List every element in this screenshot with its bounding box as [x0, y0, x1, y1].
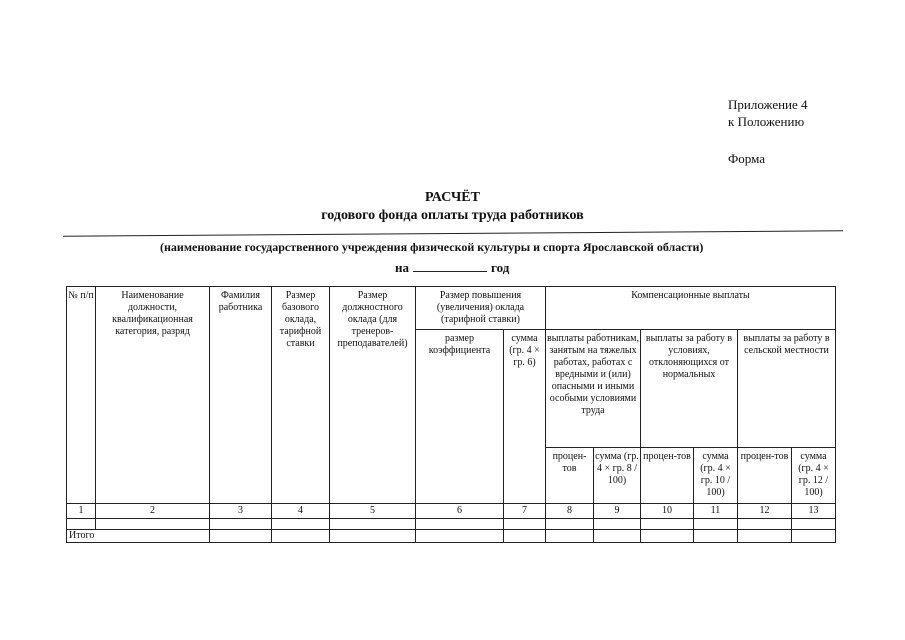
- year-prefix: на: [395, 260, 409, 275]
- header-col-3: Фамилия работника: [210, 287, 272, 504]
- header-col-2: Наименование должности, квалификационная категория, разряд: [96, 287, 210, 504]
- table-row: [67, 519, 836, 530]
- appendix-reference: [728, 96, 808, 130]
- column-number: 6: [416, 504, 504, 519]
- header-hard-conditions-group: выплаты работникам, занятым на тяжелых работах, работах с вредными и (или) опасными и иными особыми условиями труда: [546, 330, 641, 448]
- header-deviating-conditions-group: выплаты за работу в условиях, отклоняющихся от нормальных: [641, 330, 738, 448]
- column-number: 8: [546, 504, 594, 519]
- column-number: 10: [641, 504, 694, 519]
- table-cell: [594, 530, 641, 543]
- table-cell: [694, 519, 738, 530]
- header-col-13: сумма (гр. 4 × гр. 12 / 100): [792, 448, 836, 504]
- table-cell: [504, 530, 546, 543]
- column-number: 11: [694, 504, 738, 519]
- column-number: 13: [792, 504, 836, 519]
- header-col-8: процен-тов: [546, 448, 594, 504]
- header-raise-group: Размер повышения (увеличения) оклада (тарифной ставки): [416, 287, 546, 330]
- header-rural-group: выплаты за работу в сельской местности: [738, 330, 836, 448]
- header-col-11: сумма (гр. 4 × гр. 10 / 100): [694, 448, 738, 504]
- header-col-12: процен-тов: [738, 448, 792, 504]
- column-number: 9: [594, 504, 641, 519]
- document-subtitle: годового фонда оплаты труда работников: [321, 208, 584, 223]
- table-cell: [504, 519, 546, 530]
- year-row: [395, 259, 509, 276]
- appendix-line-2: к Положению: [728, 114, 805, 129]
- column-number: 2: [96, 504, 210, 519]
- table-cell: [416, 519, 504, 530]
- header-col-6: размер коэффициента: [416, 330, 504, 504]
- table-cell: [546, 519, 594, 530]
- column-number: 4: [272, 504, 330, 519]
- column-number: 12: [738, 504, 792, 519]
- table-cell: [738, 519, 792, 530]
- table-cell: [210, 519, 272, 530]
- table-cell: [210, 530, 272, 543]
- table-cell: [641, 519, 694, 530]
- appendix-line-1: Приложение 4: [728, 97, 808, 112]
- year-suffix: год: [491, 260, 510, 275]
- column-number-row: [67, 504, 836, 519]
- column-number: 7: [504, 504, 546, 519]
- header-col-4: Размер базового оклада, тарифной ставки: [272, 287, 330, 504]
- column-number: 3: [210, 504, 272, 519]
- organization-caption: (наименование государственного учреждения физической культуры и спорта Ярославской области): [160, 240, 704, 254]
- document-title: РАСЧЁТ: [425, 190, 480, 205]
- header-col-1: № п/п: [67, 287, 96, 504]
- form-label: Форма: [728, 151, 765, 166]
- table-cell: [96, 519, 210, 530]
- year-blank-field: [413, 259, 487, 272]
- column-number: 1: [67, 504, 96, 519]
- header-col-7: сумма (гр. 4 × гр. 6): [504, 330, 546, 504]
- table-cell: [416, 530, 504, 543]
- table-cell: [594, 519, 641, 530]
- table-cell: [792, 519, 836, 530]
- table-cell: [792, 530, 836, 543]
- total-row: [67, 530, 836, 543]
- column-number: 5: [330, 504, 416, 519]
- table-cell: [67, 519, 96, 530]
- header-col-10: процен-тов: [641, 448, 694, 504]
- header-compensation-group: Компенсационные выплаты: [546, 287, 836, 330]
- table-cell: [272, 530, 330, 543]
- table-cell: [272, 519, 330, 530]
- table-cell: [641, 530, 694, 543]
- table-cell: [694, 530, 738, 543]
- table-cell: [546, 530, 594, 543]
- table-cell: [330, 530, 416, 543]
- total-label: Итого: [67, 530, 210, 543]
- table-cell: [330, 519, 416, 530]
- header-col-5: Размер должностного оклада (для тренеров-преподавателей): [330, 287, 416, 504]
- table-cell: [738, 530, 792, 543]
- organization-name-line: [63, 230, 843, 236]
- payroll-table: [66, 286, 836, 543]
- header-col-9: сумма (гр. 4 × гр. 8 / 100): [594, 448, 641, 504]
